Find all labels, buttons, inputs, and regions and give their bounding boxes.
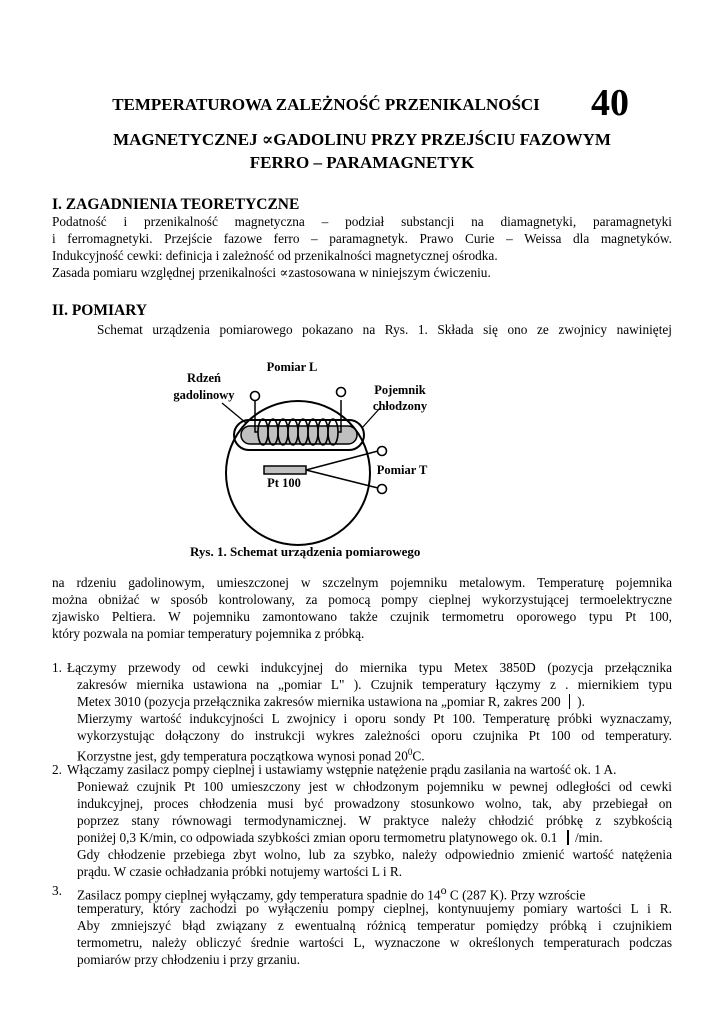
title-line-1: TEMPERATUROWA ZALEŻNOŚĆ PRZENIKALNOŚCI [112, 95, 540, 114]
para-line-4: który pozwala na pomiar temperatury pojemnika z próbką. [52, 626, 365, 641]
item-3-line-3: Aby zmniejszyć błąd związany z ewentualną różnicą temperatur pomiędzy próbką i czujnikiem [77, 918, 672, 933]
label-rdzen: Rdzeń gadolinowy [173, 371, 235, 402]
omega-glyph [569, 694, 571, 709]
item-2-line-4: poprzez stany równowagi termodynamicznej. W praktyce należy chłodzić próbkę z szybkością [77, 813, 672, 828]
item-1-number: 1. [52, 660, 62, 675]
exercise-number: 40 [591, 82, 629, 124]
pt100-sensor [264, 466, 306, 474]
item-1-line-4: Mierzymy wartość indukcyjności L zwojnicy i oporu sondy Pt 100. Temperaturę próbki wyznaczamy, [77, 711, 672, 726]
title-line-3: FERRO – PARAMAGNETYK [249, 153, 475, 172]
item-3-number: 3. [52, 883, 62, 898]
section-2-heading: II. POMIARY [52, 302, 148, 319]
para-line-3: zjawisko Peltiera. W pojemniku zamontowano także czujnik termometru oporowego typu Pt 100, [52, 609, 672, 624]
para-line-1: na rdzeniu gadolinowym, umieszczonej w szczelnym pojemniku metalowym. Temperaturę pojemnika [52, 575, 672, 590]
item-3-line-2: temperatury, który zachodzi po wyłączeniu pompy cieplnej, kontynuujemy pomiary wartości L i R. [77, 901, 672, 916]
omega-glyph-2 [567, 830, 569, 845]
item-2-line-2: Ponieważ czujnik Pt 100 umieszczony jest w chłodzonym pojemniku w pewnej odległości od cewki [77, 779, 672, 794]
para-line-2: można obniżać w sposób kontrolowany, za pomocą pompy cieplnej wykorzystującej termoelektryczne [52, 592, 672, 607]
section-2-intro: Schemat urządzenia pomiarowego pokazano na Rys. 1. Składa się ono ze zwojnicy nawiniętej [97, 322, 672, 337]
label-pt100: Pt 100 [267, 476, 301, 490]
terminal-l-right [337, 388, 346, 397]
title-line-2: MAGNETYCZNEJ ∝GADOLINU PRZY PRZEJŚCIU FAZOWYM [113, 130, 611, 149]
terminal-t-bottom [378, 485, 387, 494]
section-1-line-4: Zasada pomiaru względnej przenikalności ∝zastosowana w niniejszym ćwiczeniu. [52, 265, 491, 280]
item-2-number: 2. [52, 762, 62, 777]
terminal-l-left [251, 392, 260, 401]
figure-caption: Rys. 1. Schemat urządzenia pomiarowego [190, 544, 421, 559]
item-1-line-6: Korzystne jest, gdy temperatura początkowa wynosi ponad $20^0C$. [77, 747, 425, 764]
section-1-heading: I. ZAGADNIENIA TEORETYCZNE [52, 196, 300, 213]
item-1-line-3: Metex 3010 (pozycja przełącznika zakresów miernika ustawiona na „pomiar R, zakres 200 ). [77, 694, 585, 709]
item-1-line-5: wykorzystując dołączony do instrukcji wykres zależności oporu czujnika Pt 100 od temperatury. [77, 728, 672, 743]
item-2-line-6: Gdy chłodzenie przebiega zbyt wolno, lub za szybko, należy odpowiednio zmienić wartość natężenia [77, 847, 672, 862]
terminal-t-top [378, 447, 387, 456]
label-pojemnik: Pojemnik chłodzony [372, 383, 428, 413]
label-pomiar-l: Pomiar L [266, 360, 318, 374]
item-2-line-3: indukcyjnej, proces chłodzenia musi być prowadzony stosunkowo wolno, tak, aby przebiegał on [77, 796, 672, 811]
item-3-line-4: termometru, należy obliczyć średnie wartości L, wyznaczone w określonych temperaturach podczas [77, 935, 672, 950]
section-1-line-3: Indukcyjność cewki: definicja i zależność od przenikalności magnetycznej ośrodka. [52, 248, 498, 263]
item-1-line-2: zakresów miernika ustawiona na „pomiar L" ). Czujnik temperatury łączymy z . miernikiem typu [77, 677, 672, 692]
section-1-line-2: i ferromagnetyki. Przejście fazowe ferro – paramagnetyk. Prawo Curie – Weissa dla magnetyków. [52, 231, 672, 246]
item-3-line-5: pomiarów przy chłodzeniu i przy grzaniu. [77, 952, 301, 967]
item-2-line-5: poniżej 0,3 K/min, co odpowiada szybkości zmian oporu termometru platynowego ok. 0.1 /min. [77, 830, 603, 845]
item-1-line-1: Łączymy przewody od cewki indukcyjnej do miernika typu Metex 3850D (pozycja przełącznika [67, 660, 672, 675]
section-1-line-1: Podatność i przenikalność magnetyczna – podział substancji na diamagnetyki, paramagnetyki [52, 214, 672, 229]
item-2-line-1: Włączamy zasilacz pompy cieplnej i ustawiamy wstępnie natężenie prądu zasilania na wartość ok. 1 A. [67, 762, 617, 777]
item-2-line-7: prądu. W czasie ochładzania próbki notujemy wartości L i R. [77, 864, 403, 879]
label-pomiar-t: Pomiar T [376, 463, 428, 477]
item-3-line-1: Zasilacz pompy cieplnej wyłączamy, gdy temperatura spadnie do 14$^o$ C (287 K). Przy wzroście [77, 883, 586, 903]
pointer-rdzen [222, 403, 246, 423]
